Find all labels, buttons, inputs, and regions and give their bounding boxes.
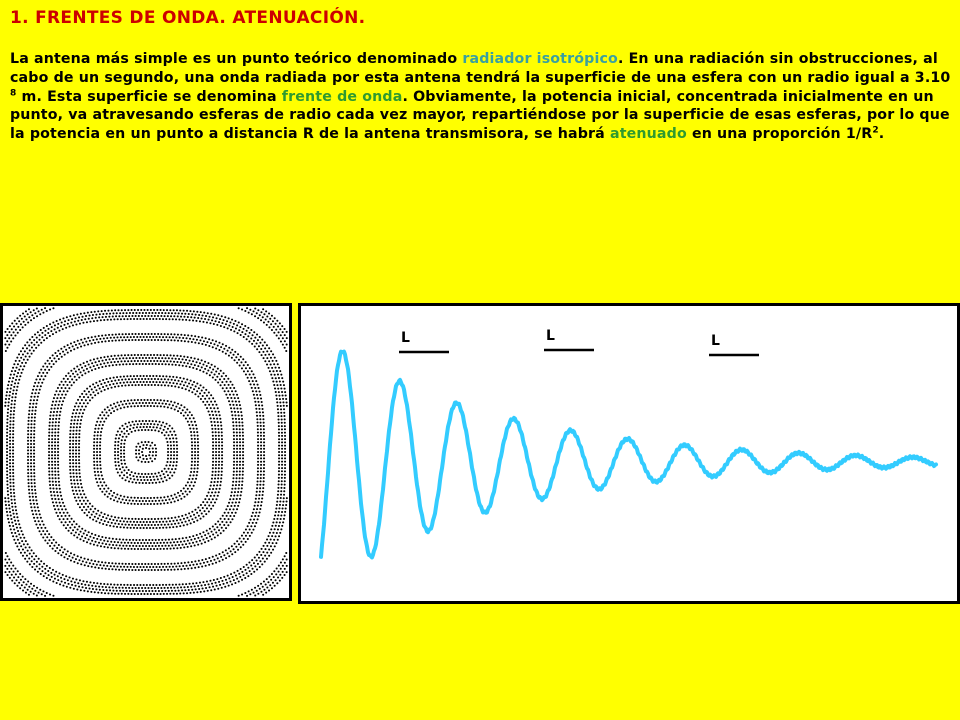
paragraph-text: m. Esta superficie se denomina — [16, 88, 282, 105]
term-wavefront: frente de onda — [281, 88, 403, 105]
damped-wave-image — [301, 306, 957, 601]
term-attenuated: atenuado — [610, 126, 687, 143]
exponent: 2 — [872, 125, 879, 136]
concentric-wavefronts-image — [3, 306, 289, 598]
marker-label: L — [401, 330, 410, 346]
paragraph-text: . En una radiación sin obstrucciones, al cabo de un segundo, una onda radiada por esta antena tendrá la superficie de una esfera con un radio igual a 3.10 — [10, 51, 951, 86]
wavefront-dots — [5, 308, 287, 596]
dotted-rings — [5, 308, 287, 596]
paragraph-text: La antena más simple es un punto teórico denominado — [10, 51, 463, 67]
marker-label: L — [711, 333, 720, 349]
marker-label: L — [546, 328, 555, 344]
wavefront-diagram — [0, 303, 292, 601]
paragraph-text: . — [878, 126, 885, 143]
attenuation-wave-figure — [298, 303, 960, 604]
paragraph-text: en una proporción 1/R — [686, 126, 873, 143]
intro-paragraph — [10, 50, 955, 144]
exponent: 8 — [10, 87, 17, 98]
damped-wave-line — [321, 352, 936, 558]
term-isotropic-radiator: radiador isotrópico — [462, 51, 618, 67]
page-title: 1. FRENTES DE ONDA. ATENUACIÓN. — [10, 8, 366, 28]
paragraph-text: . Obviamente, la potencia inicial, concentrada inicialmente en un punto, va atravesando esferas de radio cada vez mayor, repartiéndose por la superficie de esas esferas, por lo que la potencia en un punto a distancia R de la antena transmisora, se habrá — [10, 88, 950, 143]
